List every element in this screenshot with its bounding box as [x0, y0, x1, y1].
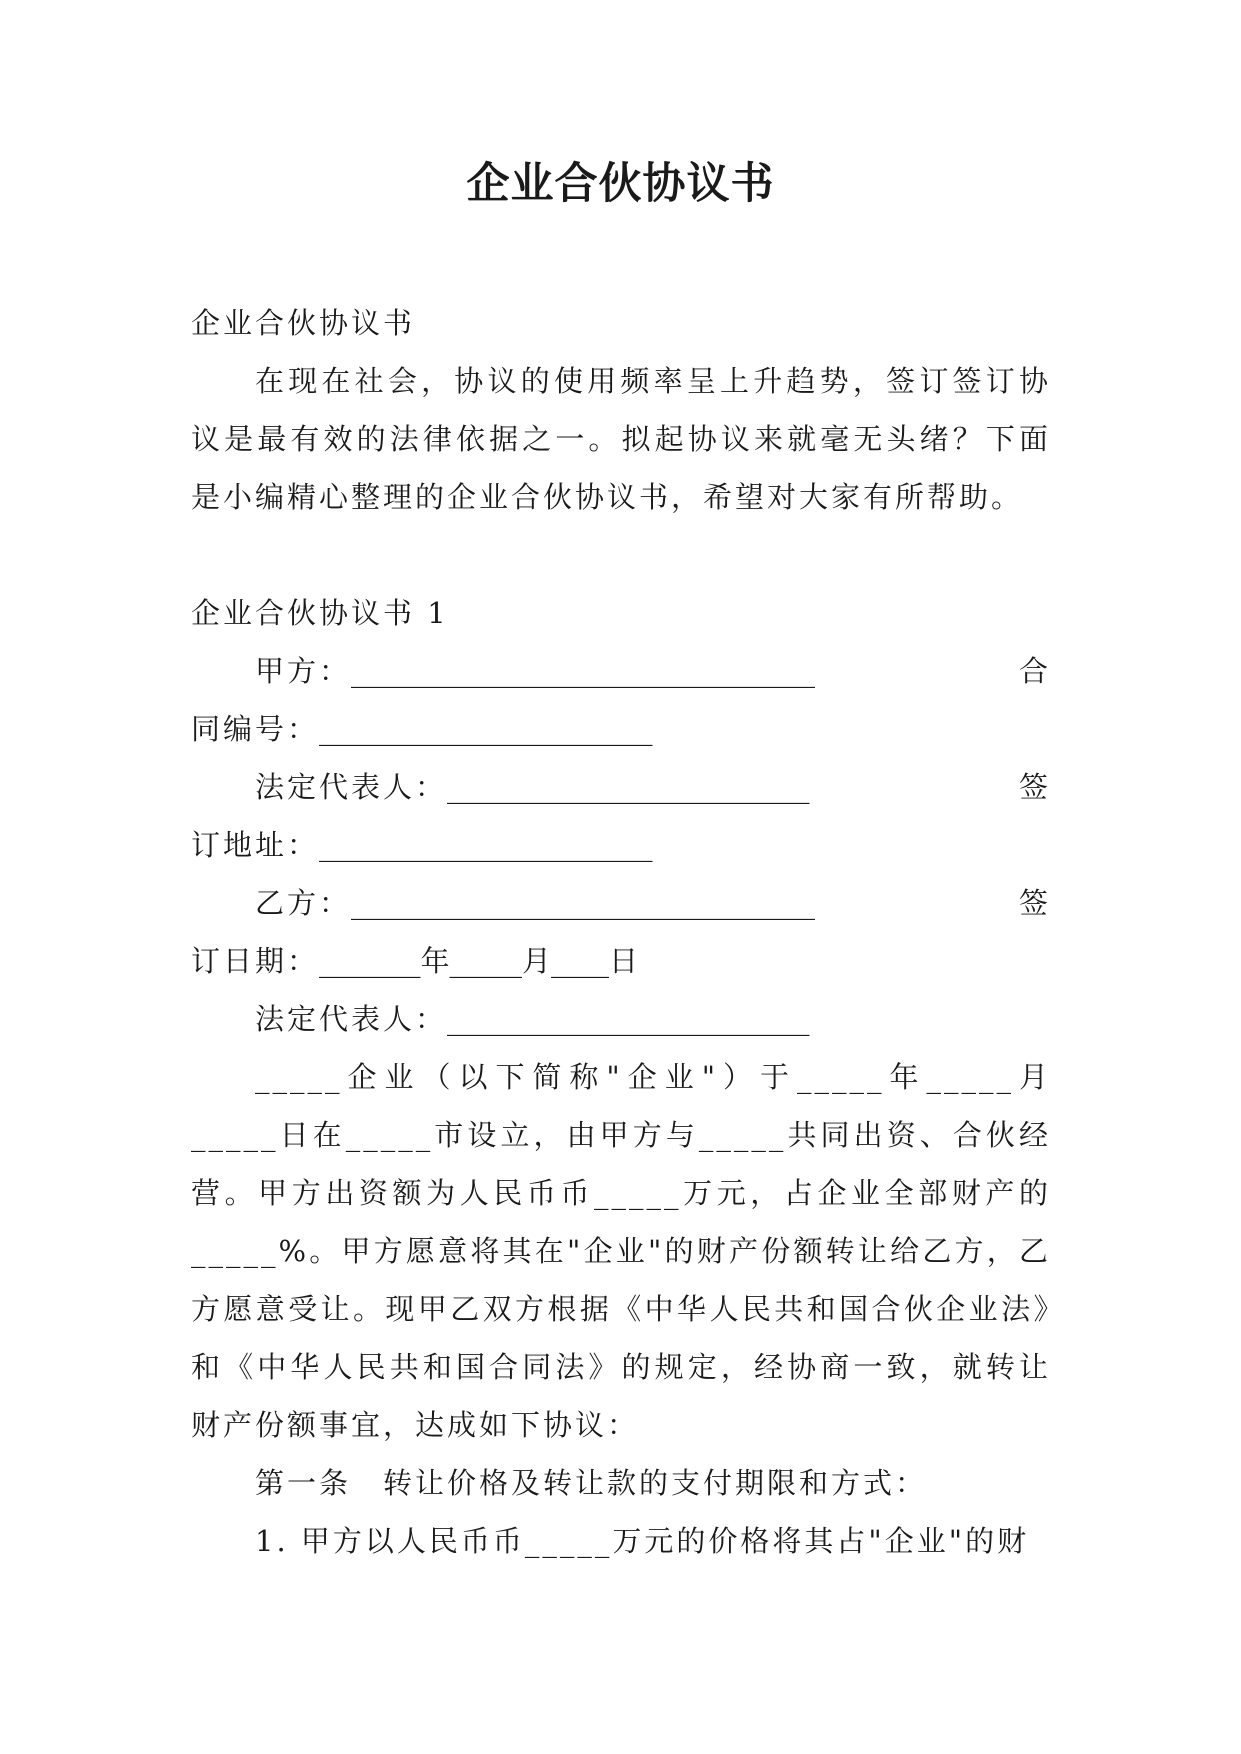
sign-date-field	[191, 932, 638, 990]
contract-no-label: 同编号：	[191, 712, 320, 746]
intro-paragraph: 在现在社会，协议的使用频率呈上升趋势，签订签订协议是最有效的法律依据之一。拟起协议来就毫无头绪？下面是小编精心整理的企业合伙协议书，希望对大家有所帮助。	[191, 364, 1051, 514]
sign-date-label: 订日期：	[191, 944, 320, 978]
article-1-item-1: 1. 甲方以人民币币_____万元的价格将其占"企业"的财	[255, 1524, 1030, 1558]
section-heading: 企业合伙协议书 1	[191, 596, 449, 630]
party-b-field	[255, 874, 815, 932]
party-a-row	[191, 642, 1051, 700]
contract-no-blank: _______________________	[319, 712, 653, 746]
legal-rep-a-row	[191, 758, 1051, 816]
article-1-heading: 第一条 转让价格及转让款的支付期限和方式：	[255, 1466, 928, 1500]
legal-rep-a-wrap-char: 签	[1018, 770, 1051, 804]
party-b-blank: ________________________________	[351, 886, 816, 920]
spacer	[191, 526, 1051, 584]
legal-rep-a-label: 法定代表人：	[255, 770, 448, 804]
intro-heading: 企业合伙协议书	[191, 306, 416, 340]
legal-rep-b-field	[255, 990, 810, 1048]
party-b-label: 乙方：	[255, 886, 352, 920]
sign-place-blank: _______________________	[319, 828, 653, 862]
party-a-field	[255, 642, 815, 700]
legal-rep-b-row	[191, 990, 1051, 1048]
main-paragraph: _____企业（以下简称"企业"）于_____年_____月_____日在_____市设立，由甲方与_____共同出资、合伙经营。甲方出资额为人民币币_____万元，占企业全部财产的_____%。甲方愿意将其在"企业"的财产份额转让给乙方，乙方愿意受让。现甲乙双方根据《中华人民共和国合伙企业法》和《中华人民共和国合同法》的规定，经协商一致，就转让财产份额事宜，达成如下协议：	[191, 1060, 1051, 1442]
sign-date-row	[191, 932, 1051, 990]
sign-date-blank: _______年_____月____日	[319, 944, 639, 978]
party-a-label: 甲方：	[255, 654, 352, 688]
legal-rep-b-label: 法定代表人：	[255, 1002, 448, 1036]
contract-no-field	[191, 700, 653, 758]
document-body	[191, 294, 1051, 1570]
document-title: 企业合伙协议书	[466, 159, 775, 209]
party-b-wrap-char: 签	[1018, 886, 1051, 920]
party-a-wrap-char: 合	[1018, 654, 1051, 688]
legal-rep-b-blank: _________________________	[447, 1002, 810, 1036]
party-a-blank: ________________________________	[351, 654, 816, 688]
legal-rep-a-blank: _________________________	[447, 770, 810, 804]
sign-place-row	[191, 816, 1051, 874]
contract-no-row	[191, 700, 1051, 758]
sign-place-field	[191, 816, 653, 874]
party-b-row	[191, 874, 1051, 932]
legal-rep-a-field	[255, 758, 810, 816]
sign-place-label: 订地址：	[191, 828, 320, 862]
